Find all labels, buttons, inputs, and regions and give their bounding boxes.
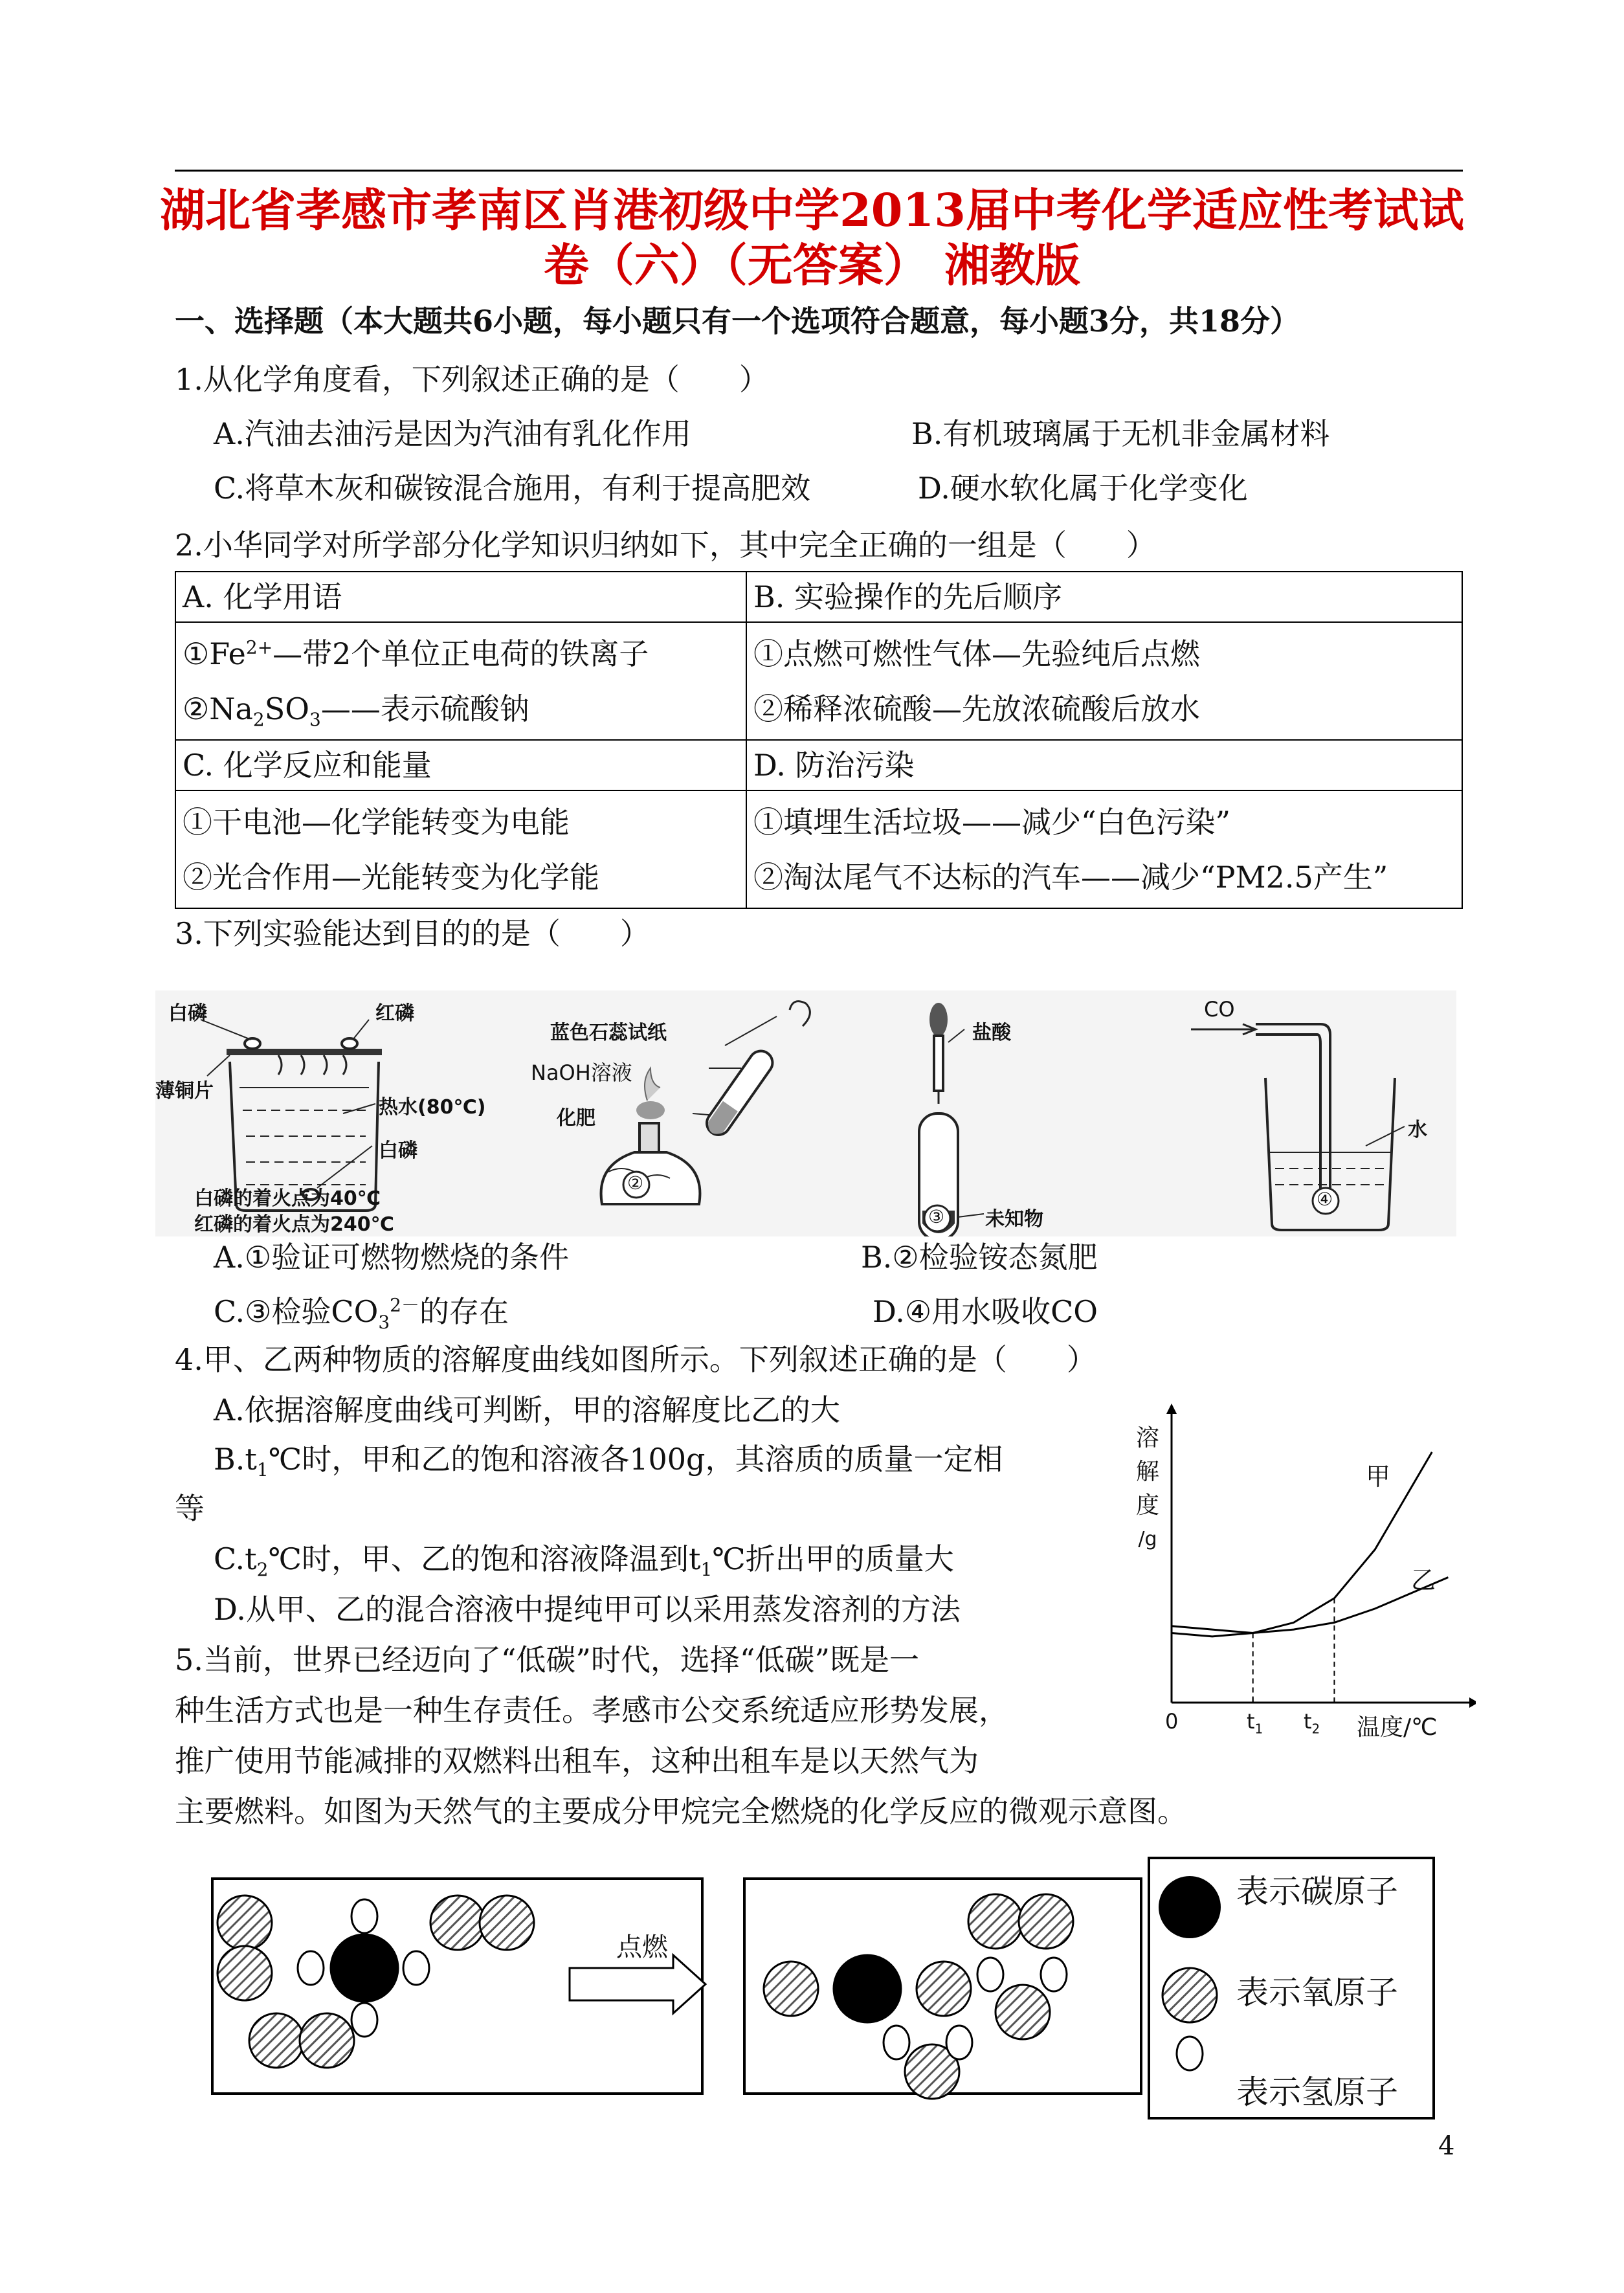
label-naoh: NaOH溶液 xyxy=(531,1060,632,1085)
q2-c-item2: ②光合作用—光能转变为化学能 xyxy=(183,860,599,895)
q1-option-d: D.硬水软化属于化学变化 xyxy=(918,471,1248,506)
q2-cell-c-body xyxy=(175,790,746,908)
label-huafei: 化肥 xyxy=(557,1107,595,1130)
q4-option-a: A.依据溶解度曲线可判断，甲的溶解度比乙的大 xyxy=(214,1393,840,1427)
product-molecules xyxy=(764,1894,1073,2099)
q4-stem: 4.甲、乙两种物质的溶解度曲线如图所示。下列叙述正确的是（ ） xyxy=(175,1342,1096,1377)
q3-option-c: C.③检验$CO_3^{2-}$的存在 xyxy=(214,1294,509,1334)
apparatus-4 xyxy=(1191,1024,1405,1230)
series-label-jia: 甲 xyxy=(1366,1462,1391,1491)
series-line-yi xyxy=(1172,1578,1448,1633)
q5-line3: 推广使用节能减排的双燃料出租车，这种出租车是以天然气为 xyxy=(175,1743,979,1778)
q2-cell-c-head: C. 化学反应和能量 xyxy=(175,740,746,790)
label-reshui: 热水(80℃) xyxy=(379,1096,486,1119)
q5-line2: 种生活方式也是一种生存责任。孝感市公交系统适应形势发展， xyxy=(175,1693,1008,1728)
solubility-chart xyxy=(1126,1398,1476,1761)
q5-line4: 主要燃料。如图为天然气的主要成分甲烷完全燃烧的化学反应的微观示意图。 xyxy=(175,1794,1187,1829)
q3-option-a: A.①验证可燃物燃烧的条件 xyxy=(214,1240,570,1275)
series-line-jia xyxy=(1172,1452,1432,1637)
y-axis-arrow xyxy=(1166,1404,1177,1414)
reaction-arrow xyxy=(570,1955,706,2013)
label-n2: ② xyxy=(627,1172,644,1194)
chart-xlabel: 温度/℃ xyxy=(1357,1714,1438,1741)
q2-d-item1: ①填埋生活垃圾——减少“白色污染” xyxy=(753,805,1231,840)
q2-c-item1: ①干电池—化学能转变为电能 xyxy=(183,805,570,840)
series-label-yi: 乙 xyxy=(1411,1566,1436,1594)
section-heading: 一、选择题（本大题共6小题，每小题只有一个选项符合题意，每小题3分，共18分） xyxy=(175,304,1300,339)
legend-hydrogen-icon xyxy=(1177,2037,1203,2070)
chart-xtick-t2: $t_2$ xyxy=(1304,1709,1320,1737)
label-shui: 水 xyxy=(1408,1119,1427,1141)
legend-hydrogen-label: 表示氢原子 xyxy=(1236,2074,1398,2111)
page-title-line1: 湖北省孝感市孝南区肖港初级中学2013届中考化学适应性考试试 xyxy=(160,183,1464,237)
label-hongpin: 红磷 xyxy=(375,1002,414,1025)
q1-option-a: A.汽油去油污是因为汽油有乳化作用 xyxy=(214,416,691,451)
legend-oxygen-label: 表示氧原子 xyxy=(1236,1974,1398,2011)
reactant-molecules xyxy=(217,1896,534,2068)
label-paper: 蓝色石蕊试纸 xyxy=(550,1022,667,1044)
label-n4: ④ xyxy=(1317,1189,1333,1210)
label-co: CO xyxy=(1204,997,1235,1022)
chart-ylabel: 溶 解 度 /g xyxy=(1135,1425,1159,1550)
q3-figure xyxy=(155,990,1456,1236)
label-n3: ③ xyxy=(928,1206,945,1227)
header-rule xyxy=(175,170,1463,172)
q3-stem: 3.下列实验能达到目的的是（ ） xyxy=(175,916,650,951)
legend-carbon-icon xyxy=(1159,1876,1221,1938)
q1-stem: 1.从化学角度看，下列叙述正确的是（ ） xyxy=(175,362,769,397)
q2-table xyxy=(175,571,1463,909)
label-note2: 红磷的着火点为240℃ xyxy=(194,1213,394,1236)
x-axis-arrow xyxy=(1469,1697,1476,1708)
label-baipin-bottom: 白磷 xyxy=(379,1139,417,1162)
chart-xtick-t1: $t_1$ xyxy=(1247,1709,1263,1737)
q1-option-c: C.将草木灰和碳铵混合施用，有利于提高肥效 xyxy=(214,471,811,506)
q5-line1: 5.当前，世界已经迈向了“低碳”时代，选择“低碳”既是一 xyxy=(175,1642,919,1677)
legend-oxygen-icon xyxy=(1162,1968,1217,2022)
q2-a-item2: $②Na_2SO_3——$表示硫酸钠 xyxy=(183,691,529,731)
page-title-line2: 卷（六）（无答案） 湘教版 xyxy=(543,238,1081,292)
q3-option-d: D.④用水吸收CO xyxy=(873,1294,1098,1329)
q2-cell-a-body xyxy=(175,622,746,740)
q4-option-c: $C.t_2℃$时，甲、乙的饱和溶液降温到$t_1℃$折出甲的质量大 xyxy=(214,1541,954,1581)
q2-a-item1: $①Fe^{2+}—$带2个单位正电荷的铁离子 xyxy=(183,636,649,671)
label-tongpian: 薄铜片 xyxy=(155,1080,214,1102)
label-yansuan: 盐酸 xyxy=(972,1022,1011,1044)
q2-b-item2: ②稀释浓硫酸—先放浓硫酸后放水 xyxy=(753,691,1200,726)
label-baipin-top: 白磷 xyxy=(168,1002,207,1025)
q2-b-item1: ①点燃可燃性气体—先验纯后点燃 xyxy=(753,636,1200,671)
label-note1: 白磷的着火点为40℃ xyxy=(194,1187,381,1210)
q2-cell-d-head: D. 防治污染 xyxy=(746,740,1462,790)
page-number: 4 xyxy=(1438,2131,1455,2161)
arrow-label: 点燃 xyxy=(616,1932,668,1962)
chart-origin: 0 xyxy=(1165,1709,1179,1734)
label-weizhi: 未知物 xyxy=(985,1208,1043,1231)
q1-option-b: B.有机玻璃属于无机非金属材料 xyxy=(911,416,1330,451)
q2-cell-b-head: B. 实验操作的先后顺序 xyxy=(746,572,1462,622)
q4-option-b: $B.t_1℃$时，甲和乙的饱和溶液各100g，其溶质的质量一定相 xyxy=(214,1442,1003,1481)
q2-stem: 2.小华同学对所学部分化学知识归纳如下，其中完全正确的一组是（ ） xyxy=(175,528,1156,563)
q2-cell-a-head: A. 化学用语 xyxy=(175,572,746,622)
q2-cell-d-body xyxy=(746,790,1462,908)
q2-cell-b-body xyxy=(746,622,1462,740)
q4-option-b-cont: 等 xyxy=(175,1491,205,1526)
legend-carbon-label: 表示碳原子 xyxy=(1236,1873,1398,1910)
q4-option-d: D.从甲、乙的混合溶液中提纯甲可以采用蒸发溶剂的方法 xyxy=(214,1592,961,1627)
q3-option-b: B.②检验铵态氮肥 xyxy=(861,1240,1098,1275)
q2-d-item2: ②淘汰尾气不达标的汽车——减少“PM2.5产生” xyxy=(753,860,1388,895)
circled-numbers xyxy=(623,1172,1339,1231)
